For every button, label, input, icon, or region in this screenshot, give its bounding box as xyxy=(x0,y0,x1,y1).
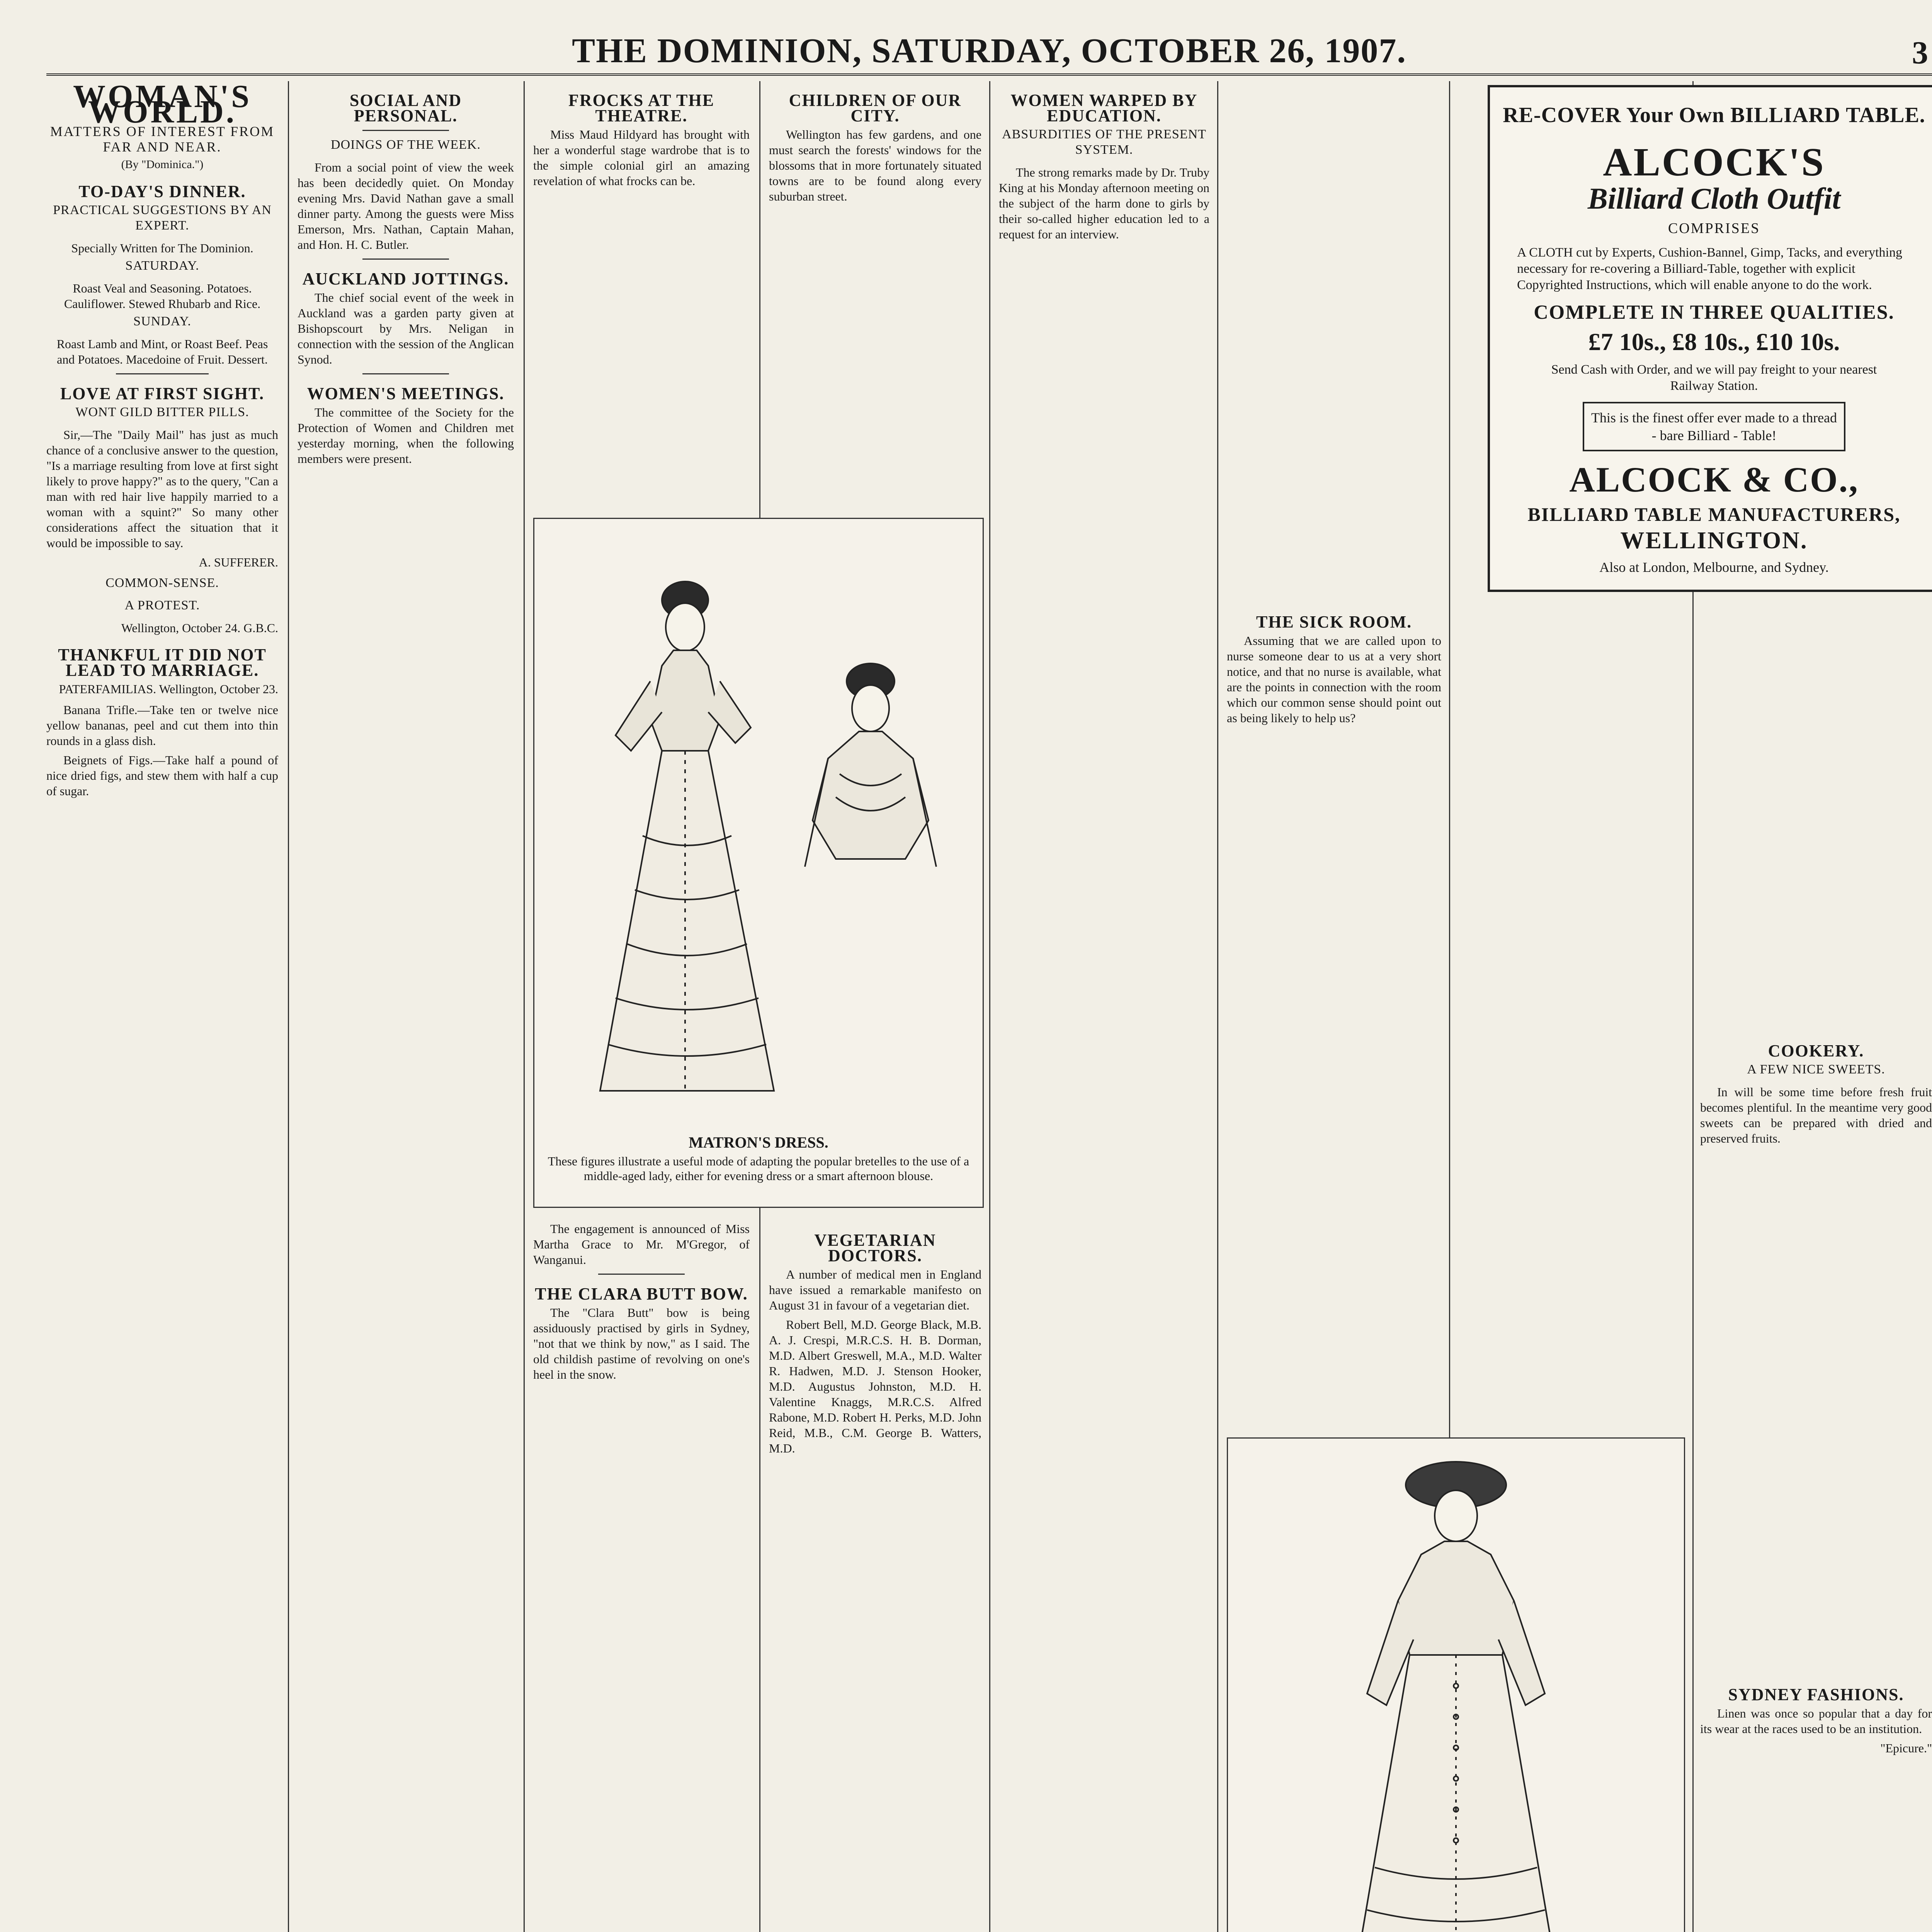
ad-offer-box: This is the finest offer ever made to a thread - bare Billiard - Table! xyxy=(1583,402,1845,451)
ad-shipping: Send Cash with Order, and we will pay freight to your nearest Railway Station. xyxy=(1551,362,1877,393)
signature: A. SUFFERER. xyxy=(199,555,278,569)
article-heading: VEGETARIAN DOCTORS. xyxy=(814,1231,936,1265)
ad-city: WELLINGTON. xyxy=(1620,527,1808,554)
girls-dress-illustration xyxy=(1228,1439,1684,1932)
signature: PATERFAMILIAS. Wellington, October 23. xyxy=(59,682,278,696)
article-heading: WOMEN WARPED BY EDUCATION. xyxy=(1010,91,1198,125)
article-text: Linen was once so popular that a day for its wear at the races used to be an institution. xyxy=(1700,1706,1932,1736)
column-rule xyxy=(288,81,289,1932)
ad-manufacturers: BILLIARD TABLE MANUFACTURERS, xyxy=(1527,503,1901,525)
article-text: Sir,—The "Daily Mail" has just as much chance of a conclusive answer to the question, "Is a marriage resulting from love at first sight likely to prove happy?" as to the query, "Can a man with red hair live happily married to a woman with a squint?" So many other considerations affect the situation that it would be impossible to say. xyxy=(46,428,278,550)
article-subheading: DOINGS OF THE WEEK. xyxy=(331,138,481,152)
ad-product: Billiard Cloth Outfit xyxy=(1587,182,1841,215)
article-text: A number of medical men in England have issued a remarkable manifesto on August 31 in favour of a vegetarian diet. xyxy=(769,1267,981,1312)
fashion-illustration xyxy=(1227,1437,1685,1932)
article-heading: THE CLARA BUTT BOW. xyxy=(535,1284,748,1303)
article-heading: SYDNEY FASHIONS. xyxy=(1728,1685,1904,1704)
menu-items: Roast Lamb and Mint, or Roast Beef. Peas and Potatoes. Macedoine of Fruit. Dessert. xyxy=(56,337,268,366)
article-text: The "Clara Butt" bow is being assiduously practised by girls in Sydney, "not that we think by now," as I said. The old childish pastime of revolving on one's heel in the snow. xyxy=(533,1306,750,1381)
byline: (By "Dominica.") xyxy=(121,158,204,171)
column-3-lower xyxy=(533,1221,750,1932)
menu-items: Roast Veal and Seasoning. Potatoes. Cauliflower. Stewed Rhubarb and Rice. xyxy=(64,281,261,311)
signature: Wellington, October 24. G.B.C. xyxy=(121,621,278,635)
newspaper-title: THE DOMINION, SATURDAY, OCTOBER 26, 1907. xyxy=(572,32,1406,70)
article-text: Miss Maud Hildyard has brought with her a wonderful stage wardrobe that is to the simple colonial girl an amazing revelation of what frocks can be. xyxy=(533,128,750,188)
article-text: In will be some time before fresh fruit becomes plentiful. In the meantime very good sweets can be prepared with dried and preserved fruits. xyxy=(1700,1085,1932,1145)
column-2 xyxy=(298,81,514,1932)
section-title: WOMAN'S WORLD. xyxy=(73,81,252,130)
menu-day: SATURDAY. xyxy=(125,259,199,273)
article-note: Specially Written for The Dominion. xyxy=(71,241,253,255)
column-4-lower xyxy=(769,1221,981,1932)
column-rule xyxy=(524,81,525,1932)
figure-text: These figures illustrate a useful mode of adapting the popular bretelles to the use of a middle-aged lady, either for evening dress or a smart afternoon blouse. xyxy=(548,1154,969,1183)
article-heading: WOMEN'S MEETINGS. xyxy=(307,384,505,403)
article-subheading: A FEW NICE SWEETS. xyxy=(1747,1062,1885,1077)
article-heading: SOCIAL AND PERSONAL. xyxy=(349,91,462,125)
ad-brand: ALCOCK'S xyxy=(1603,140,1825,184)
article-text: Wellington has few gardens, and one must search the forests' windows for the blossoms that in more fortunately situated towns are to be found along every suburban street. xyxy=(769,128,981,203)
column-rule xyxy=(989,81,990,1932)
article-text: The committee of the Society for the Protection of Women and Children met yesterday morning, when the following members were present. xyxy=(298,405,514,466)
article-heading: CHILDREN OF OUR CITY. xyxy=(789,91,962,125)
column-4 xyxy=(769,81,981,527)
page-number: 3 xyxy=(1912,35,1928,71)
menu-day: SUNDAY. xyxy=(133,314,191,328)
divider xyxy=(362,130,449,131)
article-text: The engagement is announced of Miss Martha Grace to Mr. M'Gregor, of Wanganui. xyxy=(533,1222,750,1267)
divider xyxy=(598,1274,685,1275)
article-heading: AUCKLAND JOTTINGS. xyxy=(302,269,509,288)
matrons-dress-illustration xyxy=(534,519,983,1129)
divider xyxy=(362,373,449,374)
figure-caption: MATRON'S DRESS. xyxy=(689,1134,828,1151)
article-heading: LOVE AT FIRST SIGHT. xyxy=(60,384,265,403)
column-1 xyxy=(46,81,278,1932)
article-text: The strong remarks made by Dr. Truby King at his Monday afternoon meeting on the subject of the harm done to girls by their so-called higher education led to a request for an interview. xyxy=(999,165,1209,241)
ad-company: ALCOCK & CO., xyxy=(1569,460,1859,499)
article-subheading: ABSURDITIES OF THE PRESENT SYSTEM. xyxy=(1002,127,1206,157)
article-text: The chief social event of the week in Auckland was a garden party given at Bishopscourt by Mrs. Neligan in connection with the session of the Anglican Synod. xyxy=(298,291,514,366)
divider xyxy=(362,259,449,260)
article-subheading: WONT GILD BITTER PILLS. xyxy=(75,405,249,419)
ad-comprises: COMPRISES xyxy=(1668,220,1760,236)
billiard-advertisement xyxy=(1488,85,1932,592)
article-subheading: COMMON-SENSE. xyxy=(105,576,219,590)
ad-prices: £7 10s., £8 10s., £10 10s. xyxy=(1588,328,1840,355)
column-5 xyxy=(999,81,1209,1932)
section-subtitle: MATTERS OF INTEREST FROM FAR AND NEAR. xyxy=(50,124,275,155)
article-text: From a social point of view the week has been decidedly quiet. On Monday evening Mrs. David Nathan gave a small dinner party. Among the guests were Miss Emerson, Mrs. Nathan, Captain Mahan, and Hon. H. C. Butler. xyxy=(298,160,514,252)
fashion-illustration xyxy=(533,518,984,1208)
ad-headline: RE-COVER Your Own BILLIARD TABLE. xyxy=(1503,103,1925,127)
article-heading: COOKERY. xyxy=(1768,1041,1864,1060)
masthead xyxy=(46,27,1932,76)
article-heading: TO-DAY'S DINNER. xyxy=(78,182,246,201)
article-heading: FROCKS AT THE THEATRE. xyxy=(568,91,715,125)
article-heading: THANKFUL IT DID NOT LEAD TO MARRIAGE. xyxy=(58,645,267,680)
article-subheading: PRACTICAL SUGGESTIONS BY AN EXPERT. xyxy=(53,203,272,233)
ad-branches: Also at London, Melbourne, and Sydney. xyxy=(1599,560,1829,575)
divider xyxy=(116,373,209,374)
column-7 xyxy=(1700,603,1932,1932)
article-heading: THE SICK ROOM. xyxy=(1256,612,1412,631)
ad-qualities: COMPLETE IN THREE QUALITIES. xyxy=(1534,301,1895,323)
signatories: Robert Bell, M.D. George Black, M.B. A. J. Crespi, M.R.C.S. H. B. Dorman, M.D. Albert Greswell, M.A., M.D. Walter R. Hadwen, M.D. J. Stenson Hooker, M.D. Augustus Johnston, M.D. H. Valentine Knaggs, M.R.C.S. Alfred Rabone, M.D. Robert H. Perks, M.D. John Reid, M.B., C.M. George B. Watters, M.D. xyxy=(769,1318,981,1455)
recipe-text: Beignets of Figs.—Take half a pound of nice dried figs, and stew them with half a cup of sugar. xyxy=(46,753,278,798)
article-subheading: A PROTEST. xyxy=(124,598,200,612)
column-rule xyxy=(1217,81,1218,1932)
ad-description: A CLOTH cut by Experts, Cushion-Bannel, Gimp, Tacks, and everything necessary for re-covering a Billiard-Table, together with explicit Copyrighted Instructions, which will enable anyone to do the work. xyxy=(1517,245,1903,292)
recipe-text: Banana Trifle.—Take ten or twelve nice yellow bananas, peel and cut them into thin rounds in a glass dish. xyxy=(46,703,278,748)
article-text: Assuming that we are called upon to nurse someone dear to us at a very short notice, and that no nurse is available, what are the points in connection with the room which our common sense should point out as being likely to help us? xyxy=(1227,634,1441,725)
signature: "Epicure." xyxy=(1880,1741,1932,1755)
